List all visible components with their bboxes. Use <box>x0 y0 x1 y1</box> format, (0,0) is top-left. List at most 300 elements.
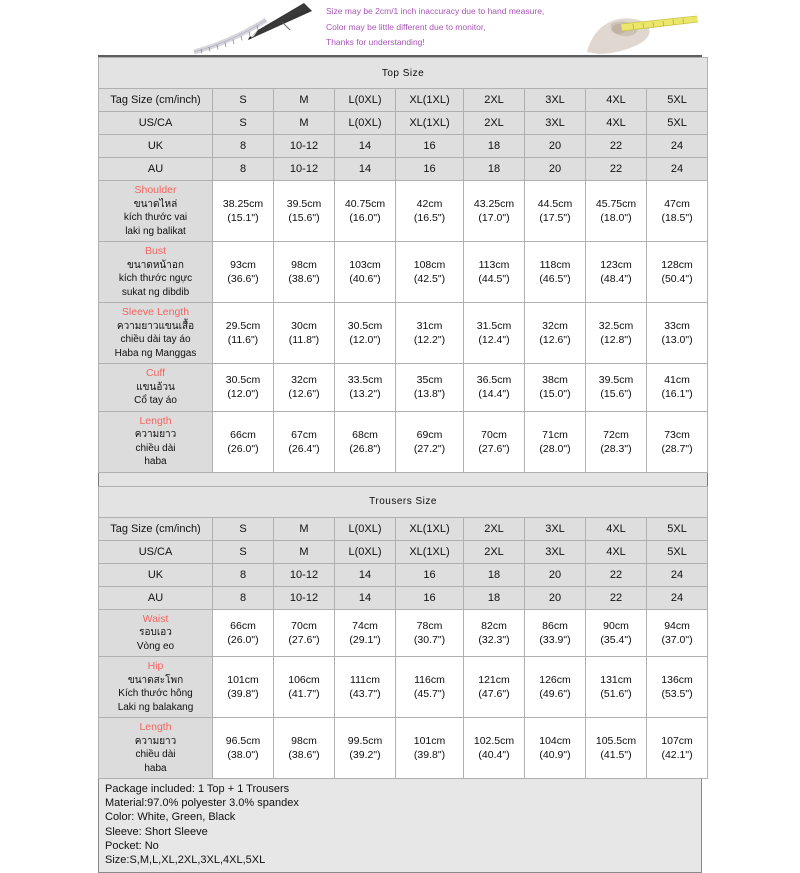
top-shoulder-3xl <box>525 181 586 242</box>
top-usca-row <box>99 112 708 135</box>
trousers-usca-5xl: 5XL <box>647 540 708 563</box>
top-shoulder-xl <box>396 181 464 242</box>
value-cm: 41cm <box>664 374 690 387</box>
trousers-waist-label <box>99 609 213 657</box>
top-bust-s <box>213 242 274 303</box>
top-uk-4xl: 22 <box>586 135 647 158</box>
trousers-waist-row <box>99 609 708 657</box>
trousers-au-m: 10-12 <box>274 586 335 609</box>
value-cm: 32.5cm <box>598 320 634 332</box>
value-inch: (17.5") <box>539 212 571 224</box>
value-inch: (11.6") <box>227 334 259 346</box>
label-en: Hip <box>147 660 164 672</box>
trousers-uk-4xl: 22 <box>586 563 647 586</box>
trousers-size-title: Trousers Size <box>99 486 708 517</box>
top-shoulder-m <box>274 181 335 242</box>
value-cm: 99.5cm <box>347 735 383 747</box>
top-tagsize-label: Tag Size (cm/inch) <box>99 89 213 112</box>
trousers-waist-5xl <box>647 609 708 657</box>
top-tagsize-s: S <box>213 89 274 112</box>
value-cm: 66cm <box>230 428 256 441</box>
value-inch: (48.4") <box>600 273 632 285</box>
value-cm: 78cm <box>416 619 443 632</box>
label-fil: sukat ng dibdib <box>121 286 190 298</box>
top-bust-l <box>335 242 396 303</box>
value-cm: 31.5cm <box>476 320 512 332</box>
top-cuff-label <box>99 364 213 412</box>
value-cm: 72cm <box>603 428 629 441</box>
value-inch: (27.6") <box>478 442 510 455</box>
value-inch: (28.7") <box>661 442 693 455</box>
value-cm: 39.5cm <box>286 198 322 210</box>
top-usca-3xl: 3XL <box>525 112 586 135</box>
value-cm: 43.25cm <box>473 198 515 210</box>
top-tagsize-3xl: 3XL <box>525 89 586 112</box>
top-uk-3xl: 20 <box>525 135 586 158</box>
top-length-2xl <box>464 411 525 472</box>
value-cm: 111cm <box>350 674 380 686</box>
trousers-waist-2xl <box>464 609 525 657</box>
top-sleeve-length-row <box>99 303 708 364</box>
top-tagsize-l: L(0XL) <box>335 89 396 112</box>
value-inch: (26.4") <box>288 442 320 455</box>
value-cm: 107cm <box>661 735 693 747</box>
value-cm: 94cm <box>664 619 690 632</box>
value-inch: (45.7") <box>413 688 446 700</box>
trousers-usca-row <box>99 540 708 563</box>
top-shoulder-5xl <box>647 181 708 242</box>
label-vi: chiều dài <box>135 442 176 454</box>
footer-pocket: Pocket: No <box>105 839 159 852</box>
trousers-usca-3xl: 3XL <box>525 540 586 563</box>
value-inch: (27.6") <box>288 633 320 646</box>
top-shoulder-label <box>99 181 213 242</box>
trousers-hip-row <box>99 657 708 718</box>
value-inch: (29.1") <box>349 633 381 646</box>
trousers-length-2xl <box>464 718 525 779</box>
value-cm: 35cm <box>416 374 443 387</box>
trousers-waist-m <box>274 609 335 657</box>
value-cm: 68cm <box>352 428 378 441</box>
value-cm: 101cm <box>413 735 446 747</box>
top-uk-5xl: 24 <box>647 135 708 158</box>
trousers-tagsize-m: M <box>274 517 335 540</box>
top-cuff-l <box>335 364 396 412</box>
disclaimer-text <box>326 4 616 51</box>
size-chart-tables <box>98 57 702 779</box>
top-tagsize-m: M <box>274 89 335 112</box>
label-vi: kích thước vai <box>123 212 188 223</box>
trousers-length-xl <box>396 718 464 779</box>
value-inch: (53.5") <box>661 688 693 700</box>
top-length-xl <box>396 411 464 472</box>
value-cm: 42cm <box>416 198 443 210</box>
trousers-length-label <box>99 718 213 779</box>
top-bust-3xl <box>525 242 586 303</box>
value-cm: 103cm <box>349 259 381 271</box>
top-shoulder-s <box>213 181 274 242</box>
trousers-section-title-row <box>99 486 708 517</box>
value-cm: 104cm <box>539 735 571 747</box>
trousers-hip-m <box>274 657 335 718</box>
top-length-s <box>213 411 274 472</box>
top-cuff-3xl <box>525 364 586 412</box>
value-cm: 44.5cm <box>537 198 573 210</box>
value-inch: (39.8") <box>227 688 259 700</box>
value-cm: 74cm <box>352 619 378 632</box>
top-usca-4xl: 4XL <box>586 112 647 135</box>
top-shoulder-2xl <box>464 181 525 242</box>
pen-and-tape-measure-illustration <box>186 0 336 56</box>
value-cm: 32cm <box>542 320 568 332</box>
trousers-hip-2xl <box>464 657 525 718</box>
label-th: ความยาว <box>134 429 177 440</box>
trousers-au-l: 14 <box>335 586 396 609</box>
value-inch: (37.0") <box>661 633 693 646</box>
label-th: ขนาดไหล่ <box>133 198 178 210</box>
top-au-s: 8 <box>213 158 274 181</box>
product-details-footer <box>98 779 702 873</box>
value-inch: (38.6") <box>288 749 320 761</box>
trousers-hip-4xl <box>586 657 647 718</box>
value-inch: (11.8") <box>288 334 320 346</box>
value-inch: (46.5") <box>539 273 571 285</box>
trousers-length-m <box>274 718 335 779</box>
value-cm: 98cm <box>291 259 317 271</box>
top-cuff-s <box>213 364 274 412</box>
label-en: Length <box>139 414 172 427</box>
top-uk-m: 10-12 <box>274 135 335 158</box>
trousers-tagsize-l: L(0XL) <box>335 517 396 540</box>
value-cm: 30cm <box>291 320 317 332</box>
top-bust-row <box>99 242 708 303</box>
trousers-uk-row <box>99 563 708 586</box>
trousers-waist-4xl <box>586 609 647 657</box>
trousers-au-label: AU <box>99 586 213 609</box>
footer-sleeve: Sleeve: Short Sleeve <box>105 825 208 838</box>
top-length-4xl <box>586 411 647 472</box>
trousers-hip-3xl <box>525 657 586 718</box>
trousers-length-l <box>335 718 396 779</box>
value-inch: (27.2") <box>413 442 446 455</box>
value-cm: 123cm <box>600 259 632 271</box>
label-en: Sleeve Length <box>121 306 190 318</box>
trousers-uk-m: 10-12 <box>274 563 335 586</box>
value-inch: (38.0") <box>227 749 259 761</box>
trousers-usca-s: S <box>213 540 274 563</box>
value-inch: (38.6") <box>288 273 320 285</box>
trousers-usca-l: L(0XL) <box>335 540 396 563</box>
trousers-tagsize-s: S <box>213 517 274 540</box>
value-inch: (40.4") <box>478 749 510 761</box>
value-inch: (15.6") <box>600 388 632 401</box>
value-inch: (42.5") <box>413 273 446 285</box>
value-cm: 33cm <box>664 320 690 332</box>
value-cm: 128cm <box>661 259 693 271</box>
value-cm: 101cm <box>227 674 259 686</box>
label-en: Shoulder <box>134 184 177 196</box>
top-usca-s: S <box>213 112 274 135</box>
top-au-m: 10-12 <box>274 158 335 181</box>
top-cuff-xl <box>396 364 464 412</box>
value-cm: 102.5cm <box>473 735 515 747</box>
value-inch: (26.0") <box>227 633 259 646</box>
top-bust-label <box>99 242 213 303</box>
top-au-l: 14 <box>335 158 396 181</box>
label-vi: Kích thước hông <box>118 688 193 699</box>
top-cuff-5xl <box>647 364 708 412</box>
value-inch: (15.1") <box>227 212 259 224</box>
label-th: ขนาดสะโพก <box>127 674 184 686</box>
trousers-uk-l: 14 <box>335 563 396 586</box>
value-cm: 136cm <box>661 674 693 686</box>
value-inch: (30.7") <box>413 633 446 646</box>
top-tagsize-4xl: 4XL <box>586 89 647 112</box>
value-cm: 96.5cm <box>225 735 261 747</box>
value-inch: (39.2") <box>349 749 381 761</box>
trousers-waist-xl <box>396 609 464 657</box>
trousers-au-s: 8 <box>213 586 274 609</box>
trousers-length-s <box>213 718 274 779</box>
value-inch: (12.6") <box>288 388 320 401</box>
trousers-hip-s <box>213 657 274 718</box>
label-th: รอบเอว <box>139 627 172 638</box>
value-inch: (44.5") <box>478 273 510 285</box>
value-cm: 70cm <box>291 619 317 632</box>
value-inch: (12.0") <box>227 388 259 401</box>
value-inch: (35.4") <box>600 633 632 646</box>
trousers-uk-5xl: 24 <box>647 563 708 586</box>
value-inch: (43.7") <box>349 688 381 700</box>
trousers-usca-label: US/CA <box>99 540 213 563</box>
label-en: Bust <box>144 245 166 257</box>
top-length-row <box>99 411 708 472</box>
trousers-length-5xl <box>647 718 708 779</box>
value-inch: (13.0") <box>661 334 693 346</box>
value-inch: (50.4") <box>661 273 693 285</box>
value-inch: (47.6") <box>478 688 510 700</box>
value-inch: (28.3") <box>600 442 632 455</box>
top-uk-l: 14 <box>335 135 396 158</box>
label-fil: Laki ng balakang <box>117 701 194 713</box>
value-inch: (14.4") <box>478 388 510 401</box>
top-cuff-4xl <box>586 364 647 412</box>
top-usca-l: L(0XL) <box>335 112 396 135</box>
trousers-usca-m: M <box>274 540 335 563</box>
top-length-5xl <box>647 411 708 472</box>
top-tagsize-row <box>99 89 708 112</box>
top-shoulder-l <box>335 181 396 242</box>
trousers-tagsize-5xl: 5XL <box>647 517 708 540</box>
value-inch: (12.2") <box>413 334 446 346</box>
trousers-au-row <box>99 586 708 609</box>
value-inch: (12.8") <box>600 334 632 346</box>
top-length-m <box>274 411 335 472</box>
value-inch: (12.4") <box>478 334 510 346</box>
value-cm: 47cm <box>664 198 690 210</box>
trousers-tagsize-2xl: 2XL <box>464 517 525 540</box>
value-cm: 98cm <box>291 735 317 747</box>
label-vi: Cổ tay áo <box>134 395 177 406</box>
footer-color: Color: White, Green, Black <box>105 811 236 824</box>
value-inch: (15.0") <box>539 388 571 401</box>
value-cm: 106cm <box>288 674 320 686</box>
value-cm: 113cm <box>478 259 510 271</box>
disclaimer-line-3: Thanks for understanding! <box>326 37 425 47</box>
value-inch: (13.8") <box>413 388 446 401</box>
disclaimer-line-2: Color may be little different due to monitor, <box>326 21 486 32</box>
value-inch: (26.0") <box>227 442 259 455</box>
top-size-title: Top Size <box>99 58 708 89</box>
value-inch: (40.9") <box>539 749 571 761</box>
value-cm: 66cm <box>230 619 256 632</box>
top-au-4xl: 22 <box>586 158 647 181</box>
value-inch: (28.0") <box>539 442 571 455</box>
top-bust-5xl <box>647 242 708 303</box>
value-cm: 45.75cm <box>595 198 637 210</box>
value-cm: 118cm <box>539 259 571 271</box>
top-usca-xl: XL(1XL) <box>396 112 464 135</box>
value-cm: 32cm <box>291 374 317 387</box>
top-usca-label: US/CA <box>99 112 213 135</box>
trousers-uk-xl: 16 <box>396 563 464 586</box>
label-fil: laki ng balikat <box>125 225 186 237</box>
value-cm: 38.25cm <box>222 198 264 210</box>
top-sleeve-length-label <box>99 303 213 364</box>
value-inch: (41.5") <box>600 749 632 761</box>
label-th: ขนาดหน้าอก <box>127 259 184 271</box>
top-usca-m: M <box>274 112 335 135</box>
top-usca-5xl: 5XL <box>647 112 708 135</box>
value-cm: 116cm <box>414 674 445 686</box>
value-cm: 30.5cm <box>347 320 383 332</box>
top-au-3xl: 20 <box>525 158 586 181</box>
trousers-length-4xl <box>586 718 647 779</box>
label-fil: Haba ng Manggas <box>114 347 197 359</box>
top-tagsize-xl: XL(1XL) <box>396 89 464 112</box>
top-sleeve-length-xl <box>396 303 464 364</box>
label-vi: chiều dài <box>135 749 176 760</box>
top-shoulder-4xl <box>586 181 647 242</box>
value-cm: 33.5cm <box>347 374 383 387</box>
value-cm: 93cm <box>230 259 256 271</box>
value-cm: 121cm <box>478 674 510 686</box>
value-inch: (12.0") <box>349 334 381 346</box>
trousers-tagsize-3xl: 3XL <box>525 517 586 540</box>
top-sleeve-length-2xl <box>464 303 525 364</box>
trousers-uk-label: UK <box>99 563 213 586</box>
size-table <box>98 57 708 779</box>
label-vi: kích thước ngực <box>118 273 193 284</box>
label-fil: haba <box>144 762 167 774</box>
value-inch: (33.9") <box>539 633 571 646</box>
trousers-uk-s: 8 <box>213 563 274 586</box>
top-uk-2xl: 18 <box>464 135 525 158</box>
trousers-uk-2xl: 18 <box>464 563 525 586</box>
top-au-xl: 16 <box>396 158 464 181</box>
value-inch: (12.6") <box>539 334 571 346</box>
label-th: ความยาวแขนเสื้อ <box>116 320 195 332</box>
value-cm: 36.5cm <box>476 374 512 387</box>
value-cm: 131cm <box>600 674 632 686</box>
trousers-hip-xl <box>396 657 464 718</box>
top-length-label <box>99 411 213 472</box>
value-inch: (42.1") <box>661 749 693 761</box>
label-fil: haba <box>144 456 167 467</box>
value-cm: 73cm <box>664 428 690 441</box>
top-au-row <box>99 158 708 181</box>
top-sleeve-length-3xl <box>525 303 586 364</box>
label-vi: chiều dài tay áo <box>120 334 191 345</box>
value-cm: 38cm <box>542 374 568 387</box>
top-usca-2xl: 2XL <box>464 112 525 135</box>
value-inch: (18.0") <box>600 212 632 224</box>
trousers-tagsize-4xl: 4XL <box>586 517 647 540</box>
top-bust-2xl <box>464 242 525 303</box>
trousers-usca-xl: XL(1XL) <box>396 540 464 563</box>
value-inch: (15.6") <box>288 212 320 224</box>
value-cm: 90cm <box>603 619 629 632</box>
trousers-usca-4xl: 4XL <box>586 540 647 563</box>
label-en: Cuff <box>145 367 166 379</box>
value-cm: 86cm <box>542 619 568 632</box>
disclaimer-banner <box>98 0 702 57</box>
value-inch: (51.6") <box>600 688 632 700</box>
trousers-waist-3xl <box>525 609 586 657</box>
value-inch: (16.5") <box>413 212 446 224</box>
hand-holding-tape-measure-photo <box>585 2 701 55</box>
top-sleeve-length-5xl <box>647 303 708 364</box>
trousers-tagsize-label: Tag Size (cm/inch) <box>99 517 213 540</box>
footer-package-included: Package included: 1 Top + 1 Trousers <box>105 783 290 795</box>
top-au-label: AU <box>99 158 213 181</box>
value-cm: 126cm <box>539 674 571 686</box>
top-cuff-m <box>274 364 335 412</box>
value-cm: 82cm <box>481 619 507 632</box>
value-cm: 70cm <box>481 428 507 441</box>
value-inch: (41.7") <box>288 688 320 700</box>
section-spacer-row <box>99 472 708 486</box>
value-cm: 71cm <box>542 428 568 441</box>
trousers-hip-label <box>99 657 213 718</box>
trousers-hip-l <box>335 657 396 718</box>
trousers-uk-3xl: 20 <box>525 563 586 586</box>
value-cm: 105.5cm <box>595 735 637 747</box>
top-sleeve-length-4xl <box>586 303 647 364</box>
value-inch: (13.2") <box>349 388 381 401</box>
top-sleeve-length-s <box>213 303 274 364</box>
value-cm: 39.5cm <box>598 374 634 387</box>
footer-material: Material:97.0% polyester 3.0% spandex <box>105 797 299 810</box>
value-inch: (16.1") <box>661 388 693 401</box>
trousers-length-row <box>99 718 708 779</box>
value-cm: 67cm <box>291 428 317 441</box>
trousers-au-4xl: 22 <box>586 586 647 609</box>
top-tagsize-2xl: 2XL <box>464 89 525 112</box>
top-tagsize-5xl: 5XL <box>647 89 708 112</box>
trousers-au-2xl: 18 <box>464 586 525 609</box>
trousers-length-3xl <box>525 718 586 779</box>
trousers-waist-l <box>335 609 396 657</box>
top-uk-row <box>99 135 708 158</box>
top-uk-xl: 16 <box>396 135 464 158</box>
trousers-hip-5xl <box>647 657 708 718</box>
top-au-5xl: 24 <box>647 158 708 181</box>
value-inch: (40.6") <box>349 273 381 285</box>
value-cm: 108cm <box>413 259 446 271</box>
trousers-au-3xl: 20 <box>525 586 586 609</box>
section-spacer <box>99 472 708 486</box>
